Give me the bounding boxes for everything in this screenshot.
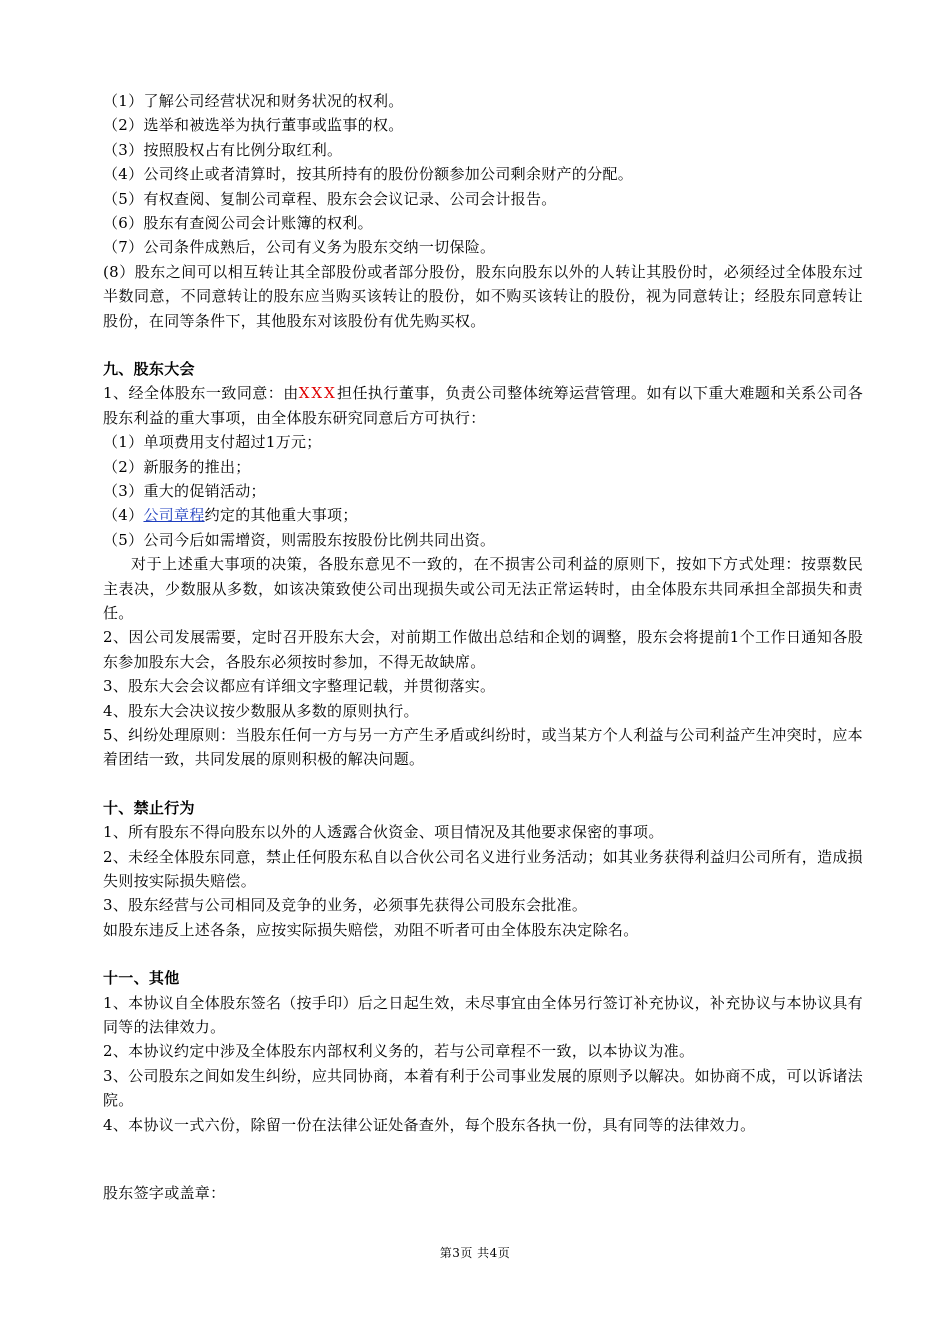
section-11-heading: 十一、其他 xyxy=(103,969,180,988)
page-footer: 第3页 共4页 xyxy=(439,1246,511,1260)
section-9-p1-before: 1、经全体股东一致同意：由 xyxy=(103,384,299,403)
section-11-paragraph-2: 2、本协议约定中涉及全体股东内部权利义务的，若与公司章程不一致，以本协议为准。 xyxy=(103,1042,695,1061)
right-item-6: （6）股东有查阅公司会计账簿的权利。 xyxy=(103,213,373,232)
decision-paragraph: 对于上述重大事项的决策，各股东意见不一致的，在不损害公司利益的原则下，按如下方式处理：按票数民主表决，少数服从多数，如该决策致使公司出现损失或公司无法正常运转时，由全体股东共同承担全部损失和责任。 xyxy=(103,555,863,622)
section-10-paragraph-3: 3、股东经营与公司相同及竞争的业务，必须事先获得公司股东会批准。 xyxy=(103,896,588,915)
item-4-suffix: 约定的其他重大事项； xyxy=(204,506,358,525)
section-9-paragraph-2: 2、因公司发展需要，定时召开股东大会，对前期工作做出总结和企划的调整，股东会将提前1个工作日通知各股东参加股东大会，各股东必须按时参加，不得无故缺席。 xyxy=(103,628,863,671)
major-matter-item-3: （3）重大的促销活动； xyxy=(103,481,266,500)
section-9-paragraph-4: 4、股东大会决议按少数服从多数的原则执行。 xyxy=(103,701,419,720)
document-body xyxy=(103,89,863,1205)
section-10-heading: 十、禁止行为 xyxy=(103,798,195,817)
company-charter-link[interactable]: 公司章程 xyxy=(143,506,205,525)
major-matter-item-2: （2）新服务的推出； xyxy=(103,457,251,476)
section-10-paragraph-2: 2、未经全体股东同意，禁止任何股东私自以合伙公司名义进行业务活动；如其业务获得利益归公司所有，造成损失则按实际损失赔偿。 xyxy=(103,847,863,890)
section-9-paragraph-3: 3、股东大会会议都应有详细文字整理记载，并贯彻落实。 xyxy=(103,677,496,696)
director-name-placeholder: XXX xyxy=(298,384,337,403)
section-11-paragraph-1: 1、本协议自全体股东签名（按手印）后之日起生效，未尽事宜由全体另行签订补充协议，补充协议与本协议具有同等的法律效力。 xyxy=(103,993,863,1036)
right-item-4: （4）公司终止或者清算时，按其所持有的股份份额参加公司剩余财产的分配。 xyxy=(103,165,634,184)
item-4-prefix: （4） xyxy=(103,506,144,525)
section-9-p1-after: 担任执行董事，负责公司整体统筹运营管理。如有以下重大难题和关系公司各股东利益的重大事项，由全体股东研究同意后方可执行： xyxy=(103,384,863,427)
section-9-heading: 九、股东大会 xyxy=(103,359,195,378)
signature-label: 股东签字或盖章： xyxy=(103,1183,226,1202)
section-10-paragraph-1: 1、所有股东不得向股东以外的人透露合伙资金、项目情况及其他要求保密的事项。 xyxy=(103,823,664,842)
right-item-5: （5）有权查阅、复制公司章程、股东会会议记录、公司会计报告。 xyxy=(103,189,557,208)
major-matter-item-1: （1）单项费用支付超过1万元； xyxy=(103,433,322,452)
section-9-paragraph-1 xyxy=(103,381,863,430)
major-matter-item-5: （5）公司今后如需增资，则需股东按股份比例共同出资。 xyxy=(103,530,496,549)
section-11-paragraph-3: 3、公司股东之间如发生纠纷，应共同协商，本着有利于公司事业发展的原则予以解决。如协商不成，可以诉诸法院。 xyxy=(103,1066,863,1110)
right-item-3: （3）按照股权占有比例分取红利。 xyxy=(103,140,343,159)
signature-spacer xyxy=(103,1137,863,1181)
right-item-1: （1）了解公司经营状况和财务状况的权利。 xyxy=(103,92,404,110)
section-10-paragraph-4: 如股东违反上述各条，应按实际损失赔偿，劝阻不听者可由全体股东决定除名。 xyxy=(103,920,639,939)
section-9-paragraph-5: 5、纠纷处理原则：当股东任何一方与另一方产生矛盾或纠纷时，或当某方个人利益与公司利益产生冲突时，应本着团结一致，共同发展的原则积极的解决问题。 xyxy=(103,725,863,769)
section-11-paragraph-4: 4、本协议一式六份，除留一份在法律公证处备查外，每个股东各执一份，具有同等的法律效力。 xyxy=(103,1115,756,1134)
right-item-2: （2）选举和被选举为执行董事或监事的权。 xyxy=(103,116,404,135)
right-item-8: (8）股东之间可以相互转让其全部股份或者部分股份，股东向股东以外的人转让其股份时，必须经过全体股东过半数同意，不同意转让的股东应当购买该转让的股份，如不购买该转让的股份，视为同意转让；经股东同意转让股份，在同等条件下，其他股东对该股份有优先购买权。 xyxy=(103,262,863,330)
major-matter-item-4 xyxy=(103,503,863,527)
right-item-7: （7）公司条件成熟后，公司有义务为股东交纳一切保险。 xyxy=(103,238,496,257)
